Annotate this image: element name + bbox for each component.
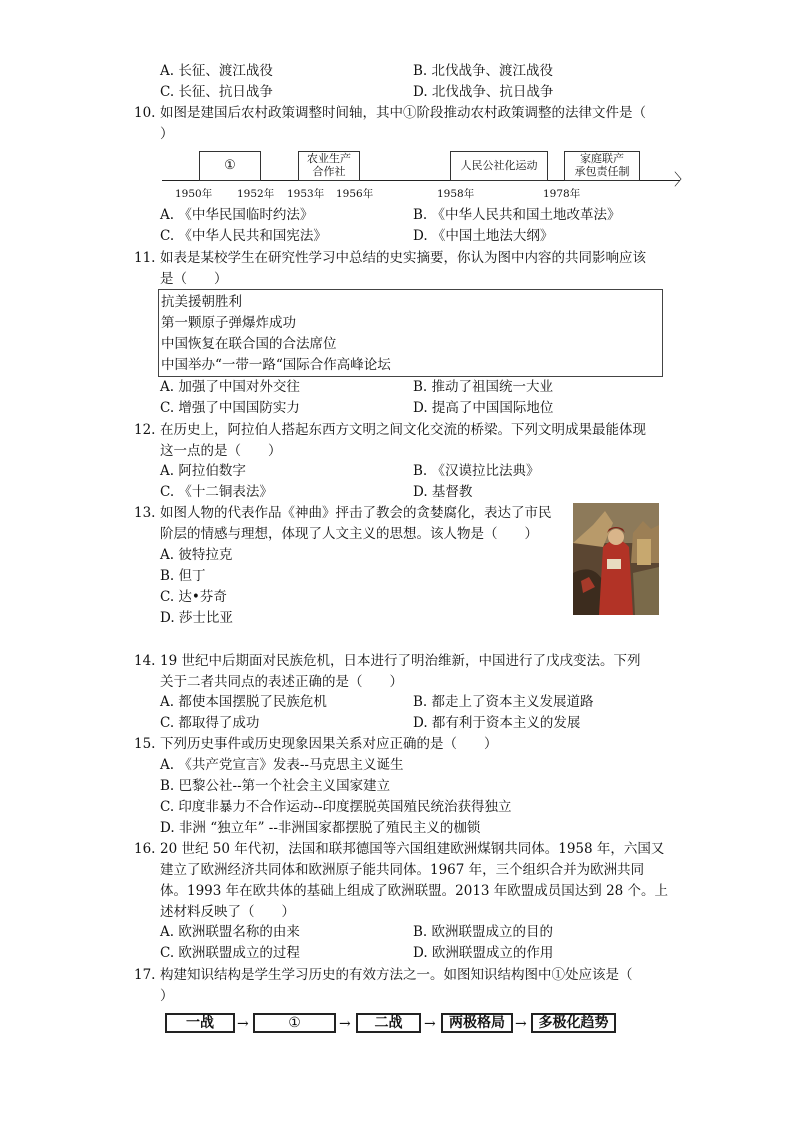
question-stem: ）: [160, 988, 174, 1004]
question-stem: 述材料反映了（ ）: [160, 904, 295, 920]
question-stem: 体。1993 年在欧共体的基础上组成了欧洲联盟。2013 年欧盟成员国达到 28 个。上: [160, 883, 669, 899]
q10-option-d[interactable]: D. 《中国土地法大纲》: [413, 228, 554, 244]
q14-option-d[interactable]: D. 都有利于资本主义的发展: [413, 715, 581, 731]
timeline-year: 1952年: [237, 188, 275, 200]
q9-option-b[interactable]: B. 北伐战争、渡江战役: [413, 63, 554, 79]
timeline-year: 1978年: [543, 188, 581, 200]
q10-option-b[interactable]: B. 《中华人民共和国土地改革法》: [413, 207, 621, 223]
question-number: 12.: [134, 422, 156, 438]
q16-option-d[interactable]: D. 欧洲联盟成立的作用: [413, 945, 554, 961]
ks-box-blank: ①: [253, 1013, 336, 1033]
q11-option-b[interactable]: B. 推动了祖国统一大业: [413, 379, 554, 395]
q11-option-a[interactable]: A. 加强了中国对外交往: [160, 379, 300, 395]
fact-table-row: 抗美援朝胜利: [161, 294, 242, 310]
q14-option-a[interactable]: A. 都使本国摆脱了民族危机: [160, 694, 327, 710]
q13-option-d[interactable]: D. 莎士比亚: [160, 610, 233, 626]
question-number: 11.: [134, 250, 156, 266]
q12-option-c[interactable]: C. 《十二铜表法》: [160, 484, 273, 500]
question-stem: 如图是建国后农村政策调整时间轴，其中①阶段推动农村政策调整的法律文件是（: [160, 105, 646, 121]
q14-option-b[interactable]: B. 都走上了资本主义发展道路: [413, 694, 594, 710]
timeline-box-2-line1: 农业生产: [307, 152, 351, 165]
timeline-year: 1958年: [437, 188, 475, 200]
q12-option-d[interactable]: D. 基督教: [413, 484, 473, 500]
q13-option-a[interactable]: A. 彼特拉克: [160, 547, 233, 563]
q15-option-b[interactable]: B. 巴黎公社--第一个社会主义国家建立: [160, 778, 391, 794]
question-stem: 如表是某校学生在研究性学习中总结的史实摘要，你认为图中内容的共同影响应该: [160, 250, 646, 266]
q15-option-a[interactable]: A. 《共产党宣言》发表--马克思主义诞生: [160, 757, 404, 773]
timeline-box-4-line1: 家庭联产: [580, 152, 624, 165]
arrow-right-icon: →: [339, 1016, 351, 1032]
timeline-box-1: ①: [199, 151, 261, 181]
ks-box-bipolar: 两极格局: [441, 1013, 513, 1033]
q13-option-c[interactable]: C. 达•芬奇: [160, 589, 227, 605]
q10-option-c[interactable]: C. 《中华人民共和国宪法》: [160, 228, 327, 244]
timeline-box-4-line2: 承包责任制: [574, 165, 630, 178]
q9-option-c[interactable]: C. 长征、抗日战争: [160, 84, 273, 100]
q12-option-b[interactable]: B. 《汉谟拉比法典》: [413, 463, 540, 479]
q13-option-b[interactable]: B. 但丁: [160, 568, 206, 584]
question-number: 10.: [134, 105, 156, 121]
fact-table-row: 第一颗原子弹爆炸成功: [161, 315, 296, 331]
question-stem: 阶层的情感与理想，体现了人文主义的思想。该人物是（ ）: [160, 526, 538, 542]
timeline-year: 1953年: [287, 188, 325, 200]
question-stem: 如图人物的代表作品《神曲》抨击了教会的贪婪腐化，表达了市民: [160, 505, 552, 521]
question-stem: 建立了欧洲经济共同体和欧洲原子能共同体。1967 年，三个组织合并为欧洲共同: [160, 862, 645, 878]
question-stem: 构建知识结构是学生学习历史的有效方法之一。如图知识结构图中①处应该是（: [160, 967, 633, 983]
ks-box-ww1: 一战: [165, 1013, 235, 1033]
fact-table-row: 中国恢复在联合国的合法席位: [161, 336, 337, 352]
q16-option-c[interactable]: C. 欧洲联盟成立的过程: [160, 945, 300, 961]
fact-table-row: 中国举办“一带一路“国际合作高峰论坛: [161, 357, 391, 373]
question-stem: 是（ ）: [160, 271, 228, 287]
q9-option-d[interactable]: D. 北伐战争、抗日战争: [413, 84, 554, 100]
question-number: 15.: [134, 736, 156, 752]
timeline-year: 1950年: [175, 188, 213, 200]
question-stem: 19 世纪中后期面对民族危机，日本进行了明治维新，中国进行了戊戌变法。下列: [160, 653, 641, 669]
q9-option-a[interactable]: A. 长征、渡江战役: [160, 63, 273, 79]
question-number: 16.: [134, 841, 156, 857]
timeline-year: 1956年: [336, 188, 374, 200]
portrait-illustration: [573, 503, 659, 615]
arrow-right-icon: →: [515, 1016, 527, 1032]
q15-option-c[interactable]: C. 印度非暴力不合作运动--印度摆脱英国殖民统治获得独立: [160, 799, 512, 815]
ks-box-multipolar: 多极化趋势: [531, 1013, 616, 1033]
q16-option-b[interactable]: B. 欧洲联盟成立的目的: [413, 924, 554, 940]
q15-option-d[interactable]: D. 非洲 “独立年” --非洲国家都摆脱了殖民主义的枷锁: [160, 820, 481, 836]
question-number: 17.: [134, 967, 156, 983]
q16-option-a[interactable]: A. 欧洲联盟名称的由来: [160, 924, 300, 940]
question-stem: 在历史上，阿拉伯人搭起东西方文明之间文化交流的桥梁。下列文明成果最能体现: [160, 422, 646, 438]
dante-portrait-image: [573, 503, 659, 615]
q12-option-a[interactable]: A. 阿拉伯数字: [160, 463, 246, 479]
arrow-right-icon: 〉: [674, 170, 691, 189]
question-stem: 20 世纪 50 年代初，法国和联邦德国等六国组建欧洲煤钢共同体。1958 年，六国又: [160, 841, 665, 857]
question-number: 13.: [134, 505, 156, 521]
q10-option-a[interactable]: A. 《中华民国临时约法》: [160, 207, 314, 223]
question-stem: 关于二者共同点的表述正确的是（ ）: [160, 674, 403, 690]
timeline-box-4: [564, 151, 640, 181]
arrow-right-icon: →: [424, 1016, 436, 1032]
question-number: 14.: [134, 653, 156, 669]
timeline-box-2-line2: 合作社: [312, 165, 346, 178]
question-stem: 这一点的是（ ）: [160, 443, 282, 459]
ks-box-ww2: 二战: [356, 1013, 421, 1033]
question-stem: ）: [160, 126, 174, 142]
question-stem: 下列历史事件或历史现象因果关系对应正确的是（ ）: [160, 736, 498, 752]
timeline-box-2: [298, 151, 360, 181]
q11-option-c[interactable]: C. 增强了中国国防实力: [160, 400, 300, 416]
q11-option-d[interactable]: D. 提高了中国国际地位: [413, 400, 554, 416]
q14-option-c[interactable]: C. 都取得了成功: [160, 715, 260, 731]
timeline-box-3: 人民公社化运动: [450, 151, 548, 181]
arrow-right-icon: →: [237, 1016, 249, 1032]
